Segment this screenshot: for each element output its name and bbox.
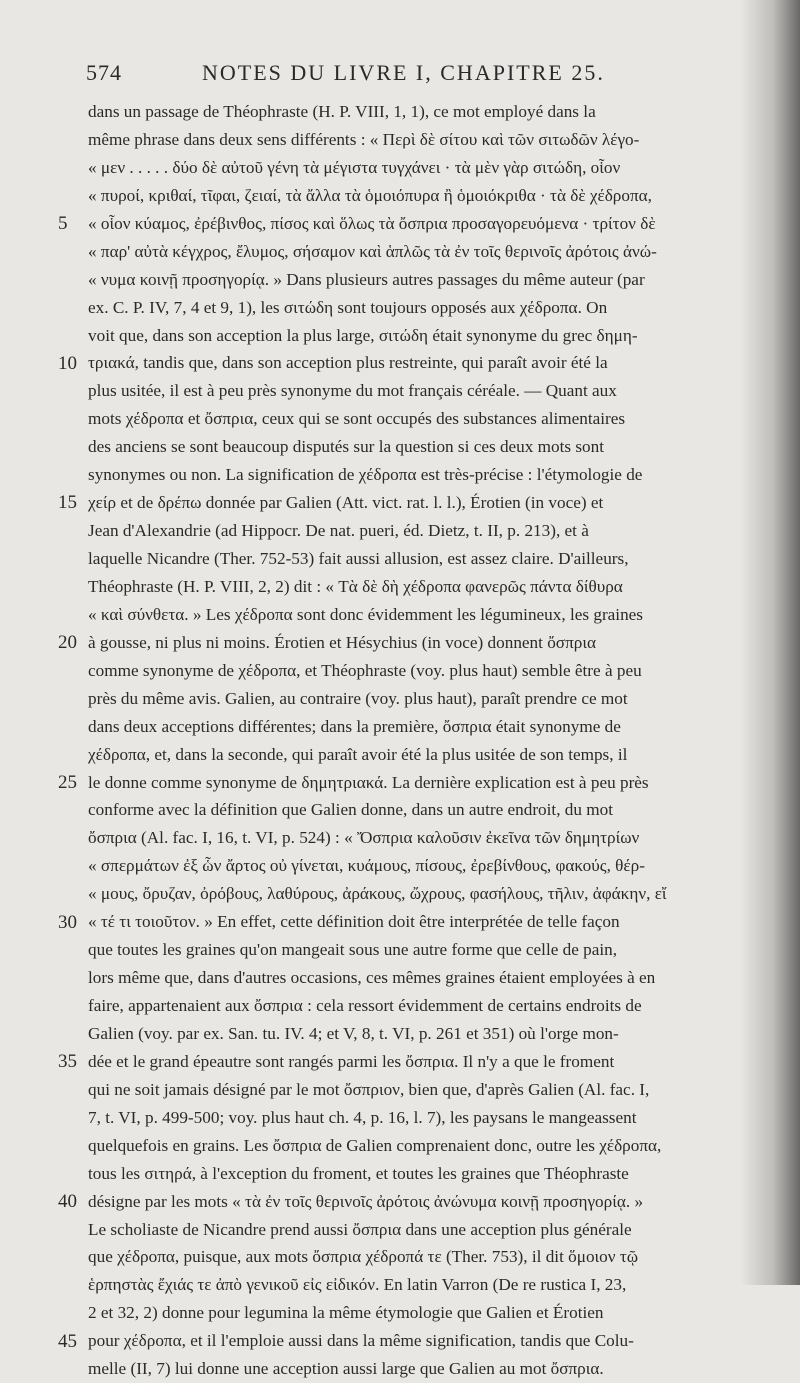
text-line: près du même avis. Galien, au contraire (voy. plus haut), paraît prendre ce mot xyxy=(88,688,628,708)
text-line: même phrase dans deux sens différents : « Περὶ δὲ σίτου καὶ τῶν σιτωδῶν λέγο- xyxy=(88,129,640,149)
line-number: 25 xyxy=(58,771,77,793)
text-line: « οἷον κύαμος, ἐρέβινθος, πίσος καὶ ὅλως τὰ ὄσπρια προσαγορευόμενα · τρίτον δὲ xyxy=(88,213,656,233)
text-line: χέδροπα, et, dans la seconde, qui paraît avoir été la plus usitée de son temps, il xyxy=(88,744,628,764)
text-line: Théophraste (H. P. VIII, 2, 2) dit : « Τὰ δὲ δὴ χέδροπα φανερῶς πάντα δίθυρα xyxy=(88,576,623,596)
text-line: « παρ' αὐτὰ κέγχρος, ἔλυμος, σήσαμον καὶ ἁπλῶς τὰ ἐν τοῖς θερινοῖς ἀρότοις ἀνώ- xyxy=(88,241,657,261)
text-line: χείρ et de δρέπω donnée par Galien (Att. vict. rat. l. l.), Érotien (in voce) et xyxy=(88,493,604,513)
text-line: ὄσπρια (Al. fac. I, 16, t. VI, p. 524) : « Ὄσπρια καλοῦσιν ἐκεῖνα τῶν δημητρίων xyxy=(88,828,640,848)
text-line: à gousse, ni plus ni moins. Érotien et Hésychius (in voce) donnent ὄσπρια xyxy=(88,632,596,652)
text-line: tous les σιτηρά, à l'exception du froment, et toutes les graines que Théophraste xyxy=(88,1163,629,1183)
line-number: 15 xyxy=(58,492,77,514)
text-line: « καὶ σύνθετα. » Les χέδροπα sont donc évidemment les légumineux, les graines xyxy=(88,604,643,624)
text-line: 7, t. VI, p. 499-500; voy. plus haut ch. 4, p. 16, l. 7), les paysans le mangeassent xyxy=(88,1107,637,1127)
line-number: 35 xyxy=(58,1051,77,1073)
text-line: synonymes ou non. La signification de χέδροπα est très-précise : l'étymologie de xyxy=(88,465,643,485)
text-line: voit que, dans son acception la plus large, σιτώδη était synonyme du grec δημη- xyxy=(88,325,638,345)
page-number: 574 xyxy=(86,60,122,85)
text-line: Galien (voy. par ex. San. tu. IV. 4; et V, 8, t. VI, p. 261 et 351) où l'orge mon- xyxy=(88,1023,619,1043)
text-line: 2 et 32, 2) donne pour legumina la même étymologie que Galien et Érotien xyxy=(88,1303,604,1323)
text-line: que toutes les graines qu'on mangeait sous une autre forme que celle de pain, xyxy=(88,940,618,960)
text-line: désigne par les mots « τὰ ἐν τοῖς θερινοῖς ἀρότοις ἀνώνυμα κοινῇ προσηγορίᾳ. » xyxy=(88,1191,644,1211)
text-line: comme synonyme de χέδροπα, et Théophraste (voy. plus haut) semble être à peu xyxy=(88,660,642,680)
text-line: laquelle Nicandre (Ther. 752-53) fait aussi allusion, est assez claire. D'ailleurs, xyxy=(88,549,629,568)
text-line: melle (II, 7) lui donne une acception aussi large que Galien au mot ὄσπρια. xyxy=(88,1359,604,1379)
text-line: « μους, ὄρυζαν, ὀρόβους, λαθύρους, ἀράκους, ὤχρους, φασήλους, τῆλιν, ἀφάκην, εἴ xyxy=(88,884,667,904)
line-number: 40 xyxy=(58,1191,77,1213)
text-line: plus usitée, il est à peu près synonyme du mot français céréale. — Quant aux xyxy=(88,381,617,401)
text-line: des anciens se sont beaucoup disputés sur la question si ces deux mots sont xyxy=(88,437,605,457)
text-line: le donne comme synonyme de δημητριακά. La dernière explication est à peu près xyxy=(88,772,649,792)
text-line: que χέδροπα, puisque, aux mots ὄσπρια χέδροπά τε (Ther. 753), il dit ὅμοιον τῷ xyxy=(88,1247,639,1267)
text-line: « τέ τι τοιοῦτον. » En effet, cette définition doit être interprétée de telle façon xyxy=(88,912,620,932)
text-line: pour χέδροπα, et il l'emploie aussi dans la même signification, tandis que Colu- xyxy=(88,1331,634,1351)
text-line: qui ne soit jamais désigné par le mot ὄσπριον, bien que, d'après Galien (Al. fac. I, xyxy=(88,1079,650,1099)
text-line: ex. C. P. IV, 7, 4 et 9, 1), les σιτώδη sont toujours opposés aux χέδροπα. On xyxy=(88,297,608,317)
body-text xyxy=(88,98,796,1383)
line-number: 20 xyxy=(58,632,77,654)
line-number: 5 xyxy=(58,212,68,234)
text-line: « νυμα κοινῇ προσηγορίᾳ. » Dans plusieurs autres passages du même auteur (par xyxy=(88,269,645,289)
text-line: « μεν . . . . . δύο δὲ αὐτοῦ γένη τὰ μέγιστα τυγχάνει · τὰ μὲν γὰρ σιτώδη, οἷον xyxy=(88,157,621,177)
text-line: Jean d'Alexandrie (ad Hippocr. De nat. pueri, éd. Dietz, t. II, p. 213), et à xyxy=(88,521,589,541)
text-line: dée et le grand épeautre sont rangés parmi les ὄσπρια. Il n'y a que le froment xyxy=(88,1051,615,1071)
text-line: « πυροί, κριθαί, τῖφαι, ζειαί, τὰ ἄλλα τὰ ὁμοιόπυρα ἢ ὁμοιόκριθα · τὰ δὲ χέδροπα, xyxy=(88,185,652,205)
text-line: Le scholiaste de Nicandre prend aussi ὄσπρια dans une acception plus générale xyxy=(88,1219,632,1239)
line-number: 10 xyxy=(58,352,77,374)
text-line: faire, appartenaient aux ὄσπρια : cela ressort évidemment de certains endroits de xyxy=(88,996,642,1015)
line-number: 45 xyxy=(58,1330,77,1352)
page-header xyxy=(86,60,786,90)
text-line: « σπερμάτων ἐξ ὧν ἄρτος οὐ γίνεται, κυάμους, πίσους, ἐρεβίνθους, φακούς, θέρ- xyxy=(88,856,645,876)
text-line: dans deux acceptions différentes; dans la première, ὄσπρια était synonyme de xyxy=(88,716,621,736)
running-title: NOTES DU LIVRE I, CHAPITRE 25. xyxy=(202,60,605,85)
text-line: conforme avec la définition que Galien donne, dans un autre endroit, du mot xyxy=(88,800,614,820)
line-number: 30 xyxy=(58,911,77,933)
text-line: quelquefois en grains. Les ὄσπρια de Galien comprenaient donc, outre les χέδροπα, xyxy=(88,1135,662,1155)
text-line: ἑρπηστὰς ἔχιάς τε ἀπὸ γενικοῦ εἰς εἰδικόν. En latin Varron (De re rustica I, 23, xyxy=(88,1275,627,1295)
text-line: mots χέδροπα et ὄσπρια, ceux qui se sont occupés des substances alimentaires xyxy=(88,409,626,429)
text-line: τριακά, tandis que, dans son acception plus restreinte, qui paraît avoir été la xyxy=(88,353,608,373)
text-line: dans un passage de Théophraste (H. P. VIII, 1, 1), ce mot employé dans la xyxy=(88,102,596,121)
text-line: lors même que, dans d'autres occasions, ces mêmes graines étaient employées à en xyxy=(88,968,656,988)
